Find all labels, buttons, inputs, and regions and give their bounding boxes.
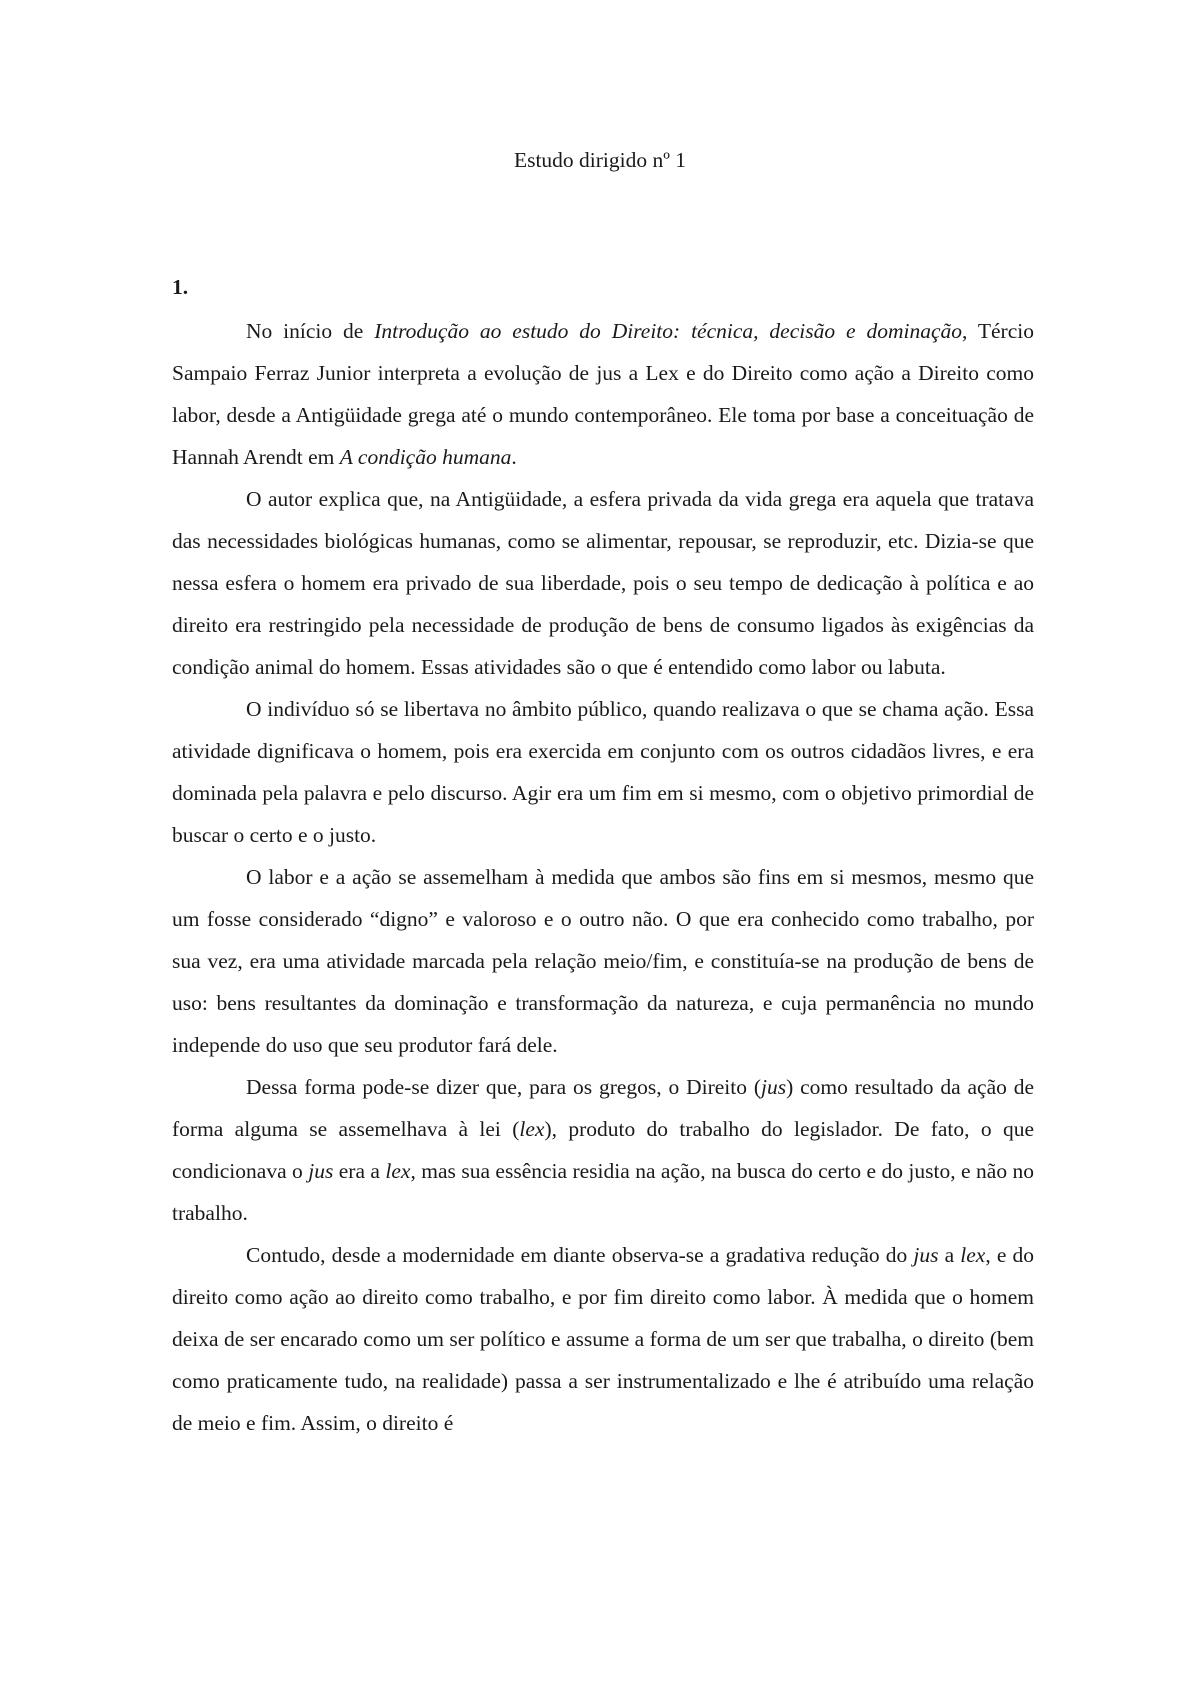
paragraph-1 [172, 310, 1034, 478]
book-title-introducao: Introdução ao estudo do Direito: técnica, decisão e dominação [374, 319, 962, 343]
paragraph-5-text-c: ) como resultado da ação de forma alguma se assemelhava à lei ( [172, 1075, 1034, 1141]
paragraph-1-text-c: , Tércio Sampaio Ferraz Junior interpreta a evolução de jus a Lex e do Direito como ação a Direito como labor, desde a Antigüidade grega até o mundo contemporâneo. Ele toma por base a conceituação de Hannah Arendt em [172, 319, 1034, 469]
paragraph-5-text-a: Dessa forma pode-se dizer que, para os gregos, o Direito ( [246, 1075, 761, 1099]
paragraph-1-text-a: No início de [246, 319, 375, 343]
term-lex: lex [519, 1117, 545, 1141]
document-title: Estudo dirigido nº 1 [513, 148, 687, 172]
section-number: 1. [172, 275, 189, 299]
document-body [172, 270, 1034, 1444]
paragraph-1-text-e: . [511, 445, 517, 469]
paragraph-5-text-g: era a [333, 1159, 386, 1183]
term-lex: lex [385, 1159, 411, 1183]
paragraph-6-text-a: Contudo, desde a modernidade em diante observa-se a gradativa redução do [246, 1243, 914, 1267]
paragraph-4: O labor e a ação se assemelham à medida que ambos são fins em si mesmos, mesmo que um fosse considerado “digno” e valoroso e o outro não. O que era conhecido como trabalho, por sua vez, era uma atividade marcada pela relação meio/fim, e constituía-se na produção de bens de uso: bens resultantes da dominação e transformação da natureza, e cuja permanência no mundo independe do uso que seu produtor fará dele. [172, 865, 1034, 1057]
term-jus: jus [913, 1243, 939, 1267]
term-jus: jus [308, 1159, 334, 1183]
book-title-condicao-humana: A condição humana [339, 445, 512, 469]
paragraph-6 [172, 1234, 1034, 1444]
paragraph-5-text-i: , mas sua essência residia na ação, na busca do certo e do justo, e não no trabalho. [172, 1159, 1034, 1225]
paragraph-3: O indivíduo só se libertava no âmbito público, quando realizava o que se chama ação. Essa atividade dignificava o homem, pois era exercida em conjunto com os outros cidadãos livres, e era dominada pela palavra e pelo discurso. Agir era um fim em si mesmo, com o objetivo primordial de buscar o certo e o justo. [172, 697, 1034, 847]
term-lex: lex [960, 1243, 986, 1267]
paragraph-2: O autor explica que, na Antigüidade, a esfera privada da vida grega era aquela que tratava das necessidades biológicas humanas, como se alimentar, repousar, se reproduzir, etc. Dizia-se que nessa esfera o homem era privado de sua liberdade, pois o seu tempo de dedicação à política e ao direito era restringido pela necessidade de produção de bens de consumo ligados às exigências da condição animal do homem. Essas atividades são o que é entendido como labor ou labuta. [172, 487, 1034, 679]
paragraph-5-text-e: ), produto do trabalho do legislador. De fato, o que condicionava o [172, 1117, 1034, 1183]
paragraph-5 [172, 1066, 1034, 1234]
paragraph-6-text-e: , e do direito como ação ao direito como trabalho, e por fim direito como labor. À medida que o homem deixa de ser encarado como um ser político e assume a forma de um ser que trabalha, o direito (bem como praticamente tudo, na realidade) passa a ser instrumentalizado e lhe é atribuído uma relação de meio e fim. Assim, o direito é [172, 1243, 1035, 1435]
paragraph-6-text-c: a [938, 1243, 961, 1267]
term-jus: jus [760, 1075, 787, 1099]
